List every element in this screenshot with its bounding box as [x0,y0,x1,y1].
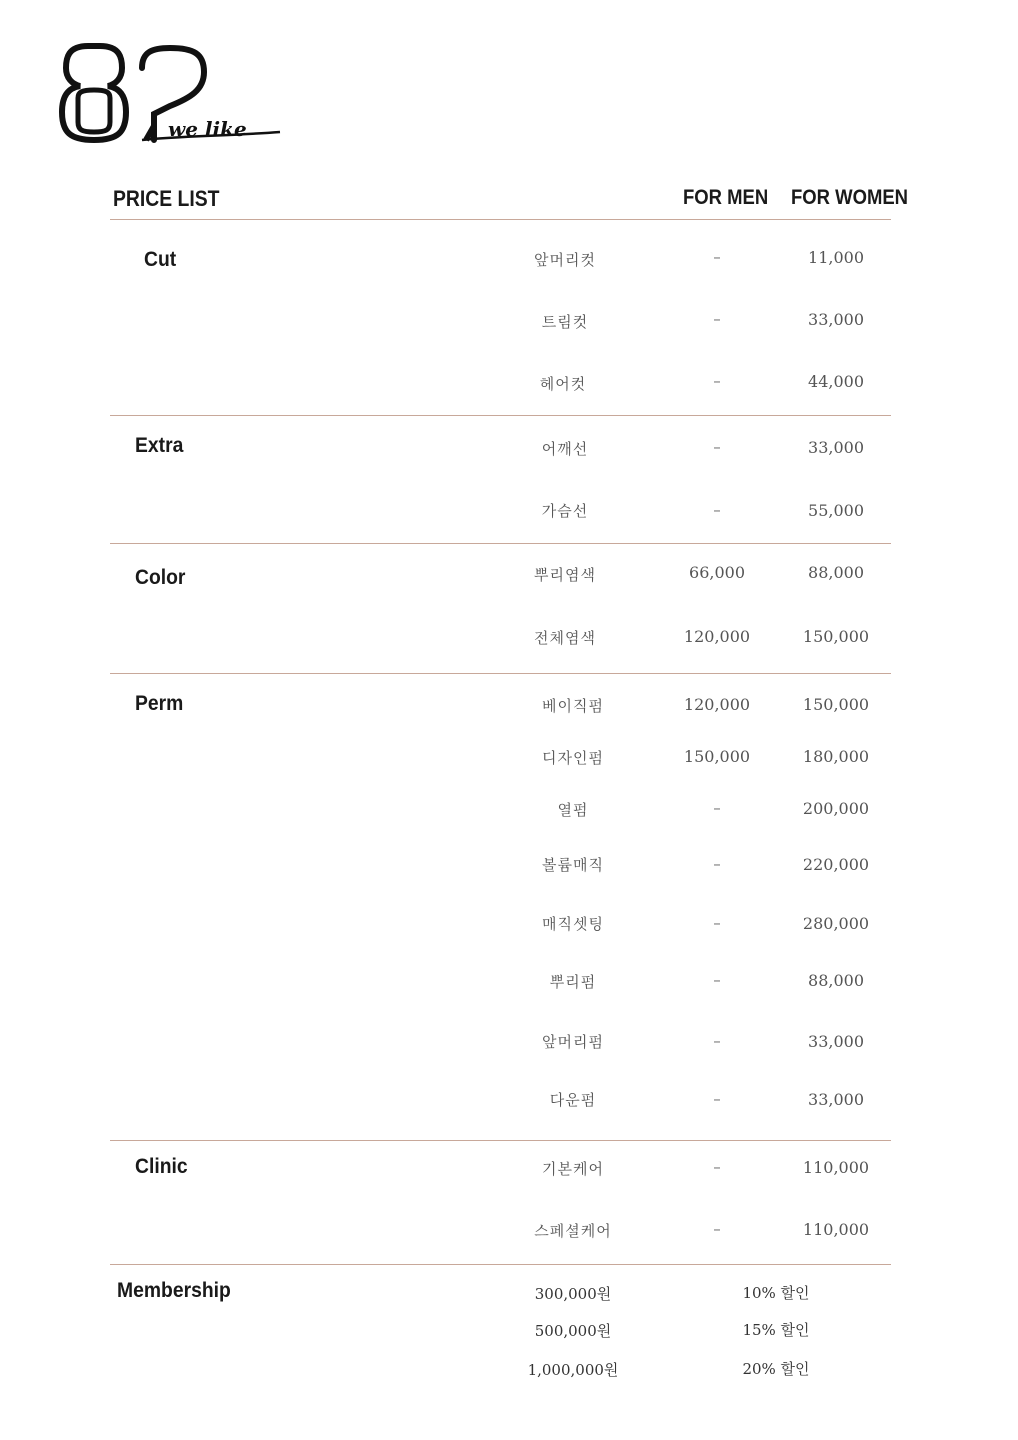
header-divider [110,219,891,220]
price-women: 11,000 [808,248,864,267]
service-name: 스페셜케어 [534,1222,612,1240]
price-women: 110,000 [802,1158,870,1177]
section-divider [110,673,891,674]
membership-discount: 15% 할인 [742,1321,810,1339]
service-name: 헤어컷 [539,375,587,393]
brand-logo-graphic [58,40,288,150]
section-divider [110,1140,891,1141]
price-women: 33,000 [808,1032,864,1051]
service-name: 베이직펌 [542,697,604,715]
membership-amount: 1,000,000원 [527,1361,619,1379]
section-title-clinic: Clinic [135,1155,188,1178]
section-title-extra: Extra [135,434,184,457]
price-women: 88,000 [808,563,864,582]
price-men: – [713,1158,721,1176]
price-list-title: PRICE LIST [113,186,220,211]
price-men: – [713,1090,721,1108]
price-women: 110,000 [802,1220,870,1239]
price-women: 44,000 [808,372,864,391]
price-men: – [713,914,721,932]
column-header-men: FOR MEN [683,186,769,209]
service-name: 매직셋팅 [542,915,604,933]
price-men: 150,000 [683,747,751,766]
price-women: 200,000 [802,799,870,818]
section-title-cut: Cut [144,248,177,271]
price-men: – [713,855,721,873]
price-men: – [713,310,721,328]
service-name: 다운펌 [549,1091,597,1109]
price-men: – [713,501,721,519]
service-name: 열펌 [557,801,589,819]
service-name: 뿌리펌 [549,973,597,991]
price-men: 120,000 [683,695,751,714]
service-name: 전체염색 [534,629,596,647]
service-name: 앞머리컷 [534,251,596,269]
brand-logo [58,40,288,150]
membership-amount: 300,000원 [534,1285,612,1303]
price-men: 66,000 [689,563,745,582]
column-header-women: FOR WOMEN [791,186,909,209]
membership-amount: 500,000원 [534,1322,612,1340]
service-name: 볼륨매직 [542,856,604,874]
logo-tagline: we like [168,117,247,141]
price-men: – [713,248,721,266]
price-men: – [713,799,721,817]
section-divider [110,543,891,544]
membership-discount: 10% 할인 [742,1284,810,1302]
service-name: 트림컷 [541,313,589,331]
price-women: 220,000 [802,855,870,874]
price-women: 33,000 [808,310,864,329]
price-women: 33,000 [808,1090,864,1109]
section-divider [110,415,891,416]
service-name: 디자인펌 [542,749,604,767]
section-divider [110,1264,891,1265]
price-men: – [713,438,721,456]
price-men: – [713,1032,721,1050]
membership-discount: 20% 할인 [742,1360,810,1378]
price-men: 120,000 [683,627,751,646]
service-name: 어깨선 [541,440,589,458]
service-name: 앞머리펌 [542,1033,604,1051]
price-women: 150,000 [802,627,870,646]
section-title-membership: Membership [117,1279,231,1302]
service-name: 가슴선 [541,502,589,520]
price-men: – [713,1220,721,1238]
section-title-color: Color [135,566,186,589]
price-women: 150,000 [802,695,870,714]
price-women: 33,000 [808,438,864,457]
service-name: 뿌리염색 [534,566,596,584]
service-name: 기본케어 [542,1160,604,1178]
section-title-perm: Perm [135,692,184,715]
price-women: 88,000 [808,971,864,990]
price-women: 55,000 [808,501,864,520]
price-men: – [713,971,721,989]
price-women: 180,000 [802,747,870,766]
price-women: 280,000 [802,914,870,933]
price-men: – [713,372,721,390]
